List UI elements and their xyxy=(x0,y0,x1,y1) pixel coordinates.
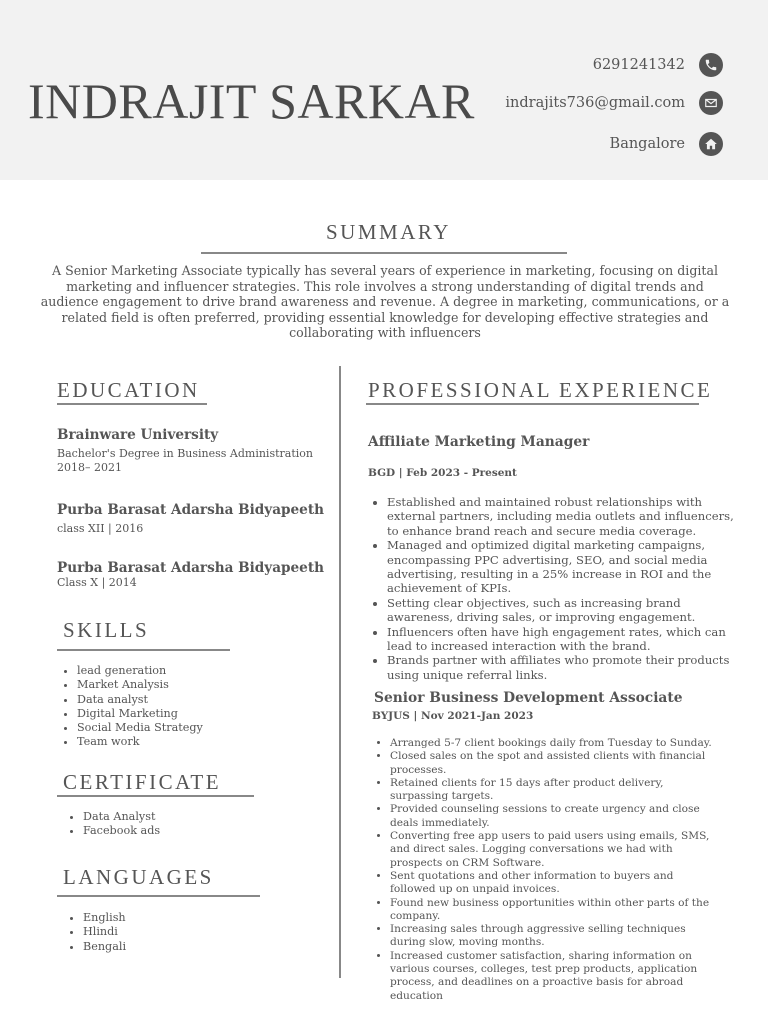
job-bullet: • Closed sales on the spot and assisted clients with financial processes. xyxy=(390,750,714,777)
column-divider xyxy=(339,366,341,978)
language-item: • English xyxy=(83,911,126,925)
location: Bangalore xyxy=(609,136,685,152)
job-bullet: • Sent quotations and other information to buyers and followed up on unpaid invoices. xyxy=(390,870,714,897)
job-bullet: • Increased customer satisfaction, sharing information on various courses, colleges, test prep products, application process, and deadlines on a proactive basis for abroad education xyxy=(390,950,714,1003)
education-years: 2018– 2021 xyxy=(57,461,122,474)
phone-icon xyxy=(699,53,723,77)
job-meta: BGD | Feb 2023 - Present xyxy=(368,467,517,479)
summary-heading: SUMMARY xyxy=(326,220,451,244)
job-bullet: • Managed and optimized digital marketing campaigns, encompassing PPC advertising, SEO, and social media advertising, resulting in a 25% increase in ROI and the achievement of KPIs. xyxy=(387,538,735,596)
job-meta: BYJUS | Nov 2021-Jan 2023 xyxy=(372,710,534,722)
education-detail: Class X | 2014 xyxy=(57,576,137,589)
skills-heading: SKILLS xyxy=(63,618,150,642)
certificate-item: • Facebook ads xyxy=(83,824,160,838)
contact-phone-row xyxy=(593,53,723,77)
job-bullets xyxy=(374,737,714,1003)
job-bullet: • Retained clients for 15 days after product delivery, surpassing targets. xyxy=(390,777,714,804)
skill-item: • Social Media Strategy xyxy=(77,721,203,735)
skill-item: • Digital Marketing xyxy=(77,707,203,721)
mail-icon xyxy=(699,91,723,115)
certificate-divider xyxy=(57,795,254,797)
education-institution: Purba Barasat Adarsha Bidyapeeth xyxy=(57,560,324,576)
certificate-item: • Data Analyst xyxy=(83,810,160,824)
job-bullets xyxy=(369,495,735,682)
education-degree: Bachelor's Degree in Business Administration xyxy=(57,447,313,460)
skill-item: • lead generation xyxy=(77,664,203,678)
education-institution: Purba Barasat Adarsha Bidyapeeth xyxy=(57,502,324,518)
job-bullet: • Converting free app users to paid users using emails, SMS, and direct sales. Logging conversations we had with prospects on CRM Software. xyxy=(390,830,714,870)
education-institution: Brainware University xyxy=(57,427,219,443)
certificate-heading: CERTIFICATE xyxy=(63,770,222,794)
education-detail: class XII | 2016 xyxy=(57,522,144,535)
job-bullet: • Provided counseling sessions to create urgency and close deals immediately. xyxy=(390,803,714,830)
job-bullet: • Arranged 5-7 client bookings daily from Tuesday to Sunday. xyxy=(390,737,714,750)
email-address: indrajits736@gmail.com xyxy=(505,95,685,111)
education-heading: EDUCATION xyxy=(57,378,200,402)
skills-divider xyxy=(57,649,230,651)
language-item: • Hlindi xyxy=(83,925,126,939)
job-bullet: • Influencers often have high engagement rates, which can lead to increased interaction with the brand. xyxy=(387,625,735,654)
languages-list xyxy=(63,911,126,954)
experience-heading: PROFESSIONAL EXPERIENCE xyxy=(368,378,713,402)
contact-location-row xyxy=(610,132,723,156)
summary-divider xyxy=(201,252,567,254)
job-bullet: • Setting clear objectives, such as increasing brand awareness, driving sales, or improving engagement. xyxy=(387,596,735,625)
candidate-name: INDRAJIT SARKAR xyxy=(28,73,475,129)
job-title: Affiliate Marketing Manager xyxy=(368,434,590,450)
phone-number: 6291241342 xyxy=(592,57,685,73)
language-item: • Bengali xyxy=(83,940,126,954)
summary-text: A Senior Marketing Associate typically has several years of experience in marketing, focusing on digital marketing and influencer strategies. This role involves a strong understanding of digital trends and audience engagement to drive brand awareness and revenue. A degree in marketing, communications, or a related field is often preferred, providing essential knowledge for developing effective strategies and collaborating with influencers xyxy=(40,263,730,340)
skill-item: • Market Analysis xyxy=(77,678,203,692)
languages-divider xyxy=(57,895,260,897)
experience-divider xyxy=(366,403,699,405)
job-bullet: • Increasing sales through aggressive selling techniques during slow, moving months. xyxy=(390,923,714,950)
job-bullet: • Found new business opportunities within other parts of the company. xyxy=(390,897,714,924)
skill-item: • Team work xyxy=(77,735,203,749)
home-icon xyxy=(699,132,723,156)
contact-email-row xyxy=(505,91,723,115)
header-band xyxy=(0,0,768,180)
languages-heading: LANGUAGES xyxy=(63,865,214,889)
job-bullet: • Brands partner with affiliates who promote their products using unique referral links. xyxy=(387,653,735,682)
job-title: Senior Business Development Associate xyxy=(374,690,683,706)
certificate-list xyxy=(63,810,160,839)
education-divider xyxy=(57,403,207,405)
job-bullet: • Established and maintained robust relationships with external partners, including media outlets and influencers, to enhance brand reach and secure media coverage. xyxy=(387,495,735,538)
skills-list xyxy=(57,664,203,750)
skill-item: • Data analyst xyxy=(77,693,203,707)
